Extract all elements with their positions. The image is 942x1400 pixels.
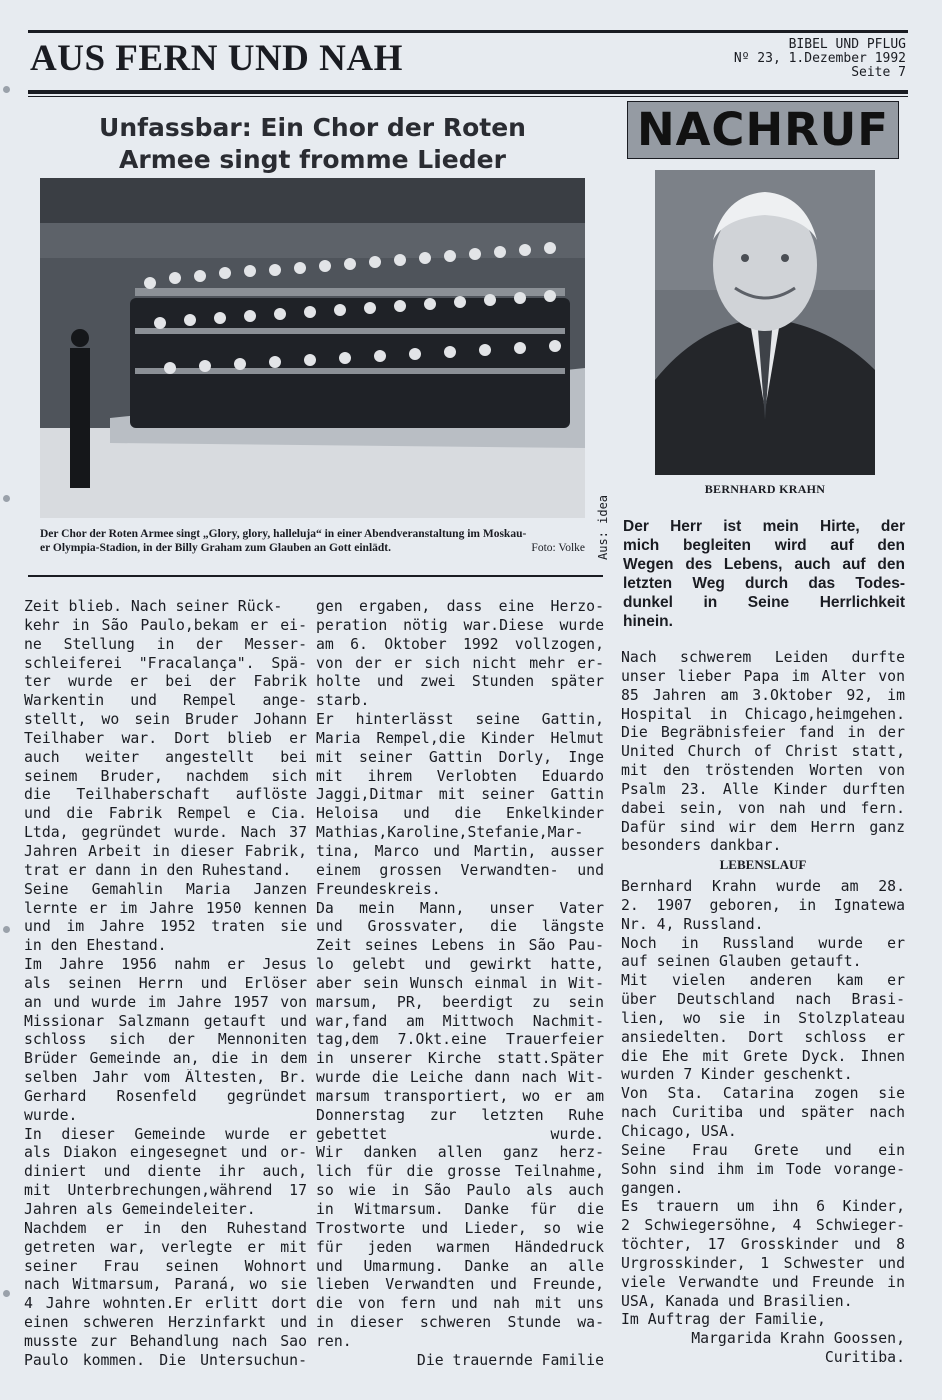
- article-divider: [28, 575, 603, 577]
- text-line: ren.: [316, 1332, 352, 1350]
- text-line: Seine Gemahlin Maria Janzen: [24, 880, 307, 898]
- choir-photo-image: [40, 178, 585, 518]
- masthead-thin-rule: [28, 96, 908, 97]
- text-line: lo gelebt und gewirkt hatte,: [316, 956, 604, 974]
- text-line: lernte er im Jahre 1950 kennen: [24, 899, 307, 917]
- text-line: Missionar Salzmann getauft und: [24, 1012, 307, 1030]
- issue-number-date: Nº 23, 1.Dezember 1992: [733, 51, 906, 66]
- text-line: Psalm 23. Alle Kinder durften: [621, 780, 905, 798]
- source-credit: Aus: idea: [596, 494, 610, 560]
- text-line: United Church of Christ statt,: [621, 743, 905, 761]
- text-line: 4 Jahre wohnten.Er erlitt dort: [24, 1295, 307, 1313]
- text-line: Der Herr ist mein Hirte, der: [623, 518, 905, 535]
- text-line: nach Curitiba und später nach: [621, 1104, 905, 1122]
- text-line: die Teilhaberschaft auflöste: [24, 786, 307, 804]
- text-line: von der er sich nicht mehr er-: [316, 654, 604, 672]
- portrait-image: [655, 170, 875, 475]
- text-line: Hospital in Chicago,heimgehen.: [621, 705, 905, 723]
- text-line: in Witmarsum. Danke für die: [316, 1201, 604, 1218]
- text-line: gangen.: [621, 1179, 684, 1197]
- text-line: gen ergaben, dass eine Herzo-: [316, 598, 604, 615]
- binder-hole-icon: [3, 926, 10, 933]
- text-line: schloss sich der Mennoniten: [24, 1031, 307, 1049]
- text-line: tina, Marco und Martin, ausser: [316, 842, 604, 860]
- text-line: mit ihrem Verlobten Eduardo: [316, 767, 604, 785]
- obituary-column: [621, 649, 905, 856]
- text-line: und die Fabrik Rempel e Cia.: [24, 805, 307, 823]
- text-line: dabei sein, von nah und fern.: [621, 799, 905, 817]
- text-line: Mathias,Karoline,Stefanie,Mar-: [316, 824, 584, 842]
- text-line: seiner Frau seinen Wohnort: [24, 1257, 307, 1275]
- text-line: lich für die grosse Teilnahme,: [316, 1163, 604, 1181]
- section-heading: NACHRUF: [627, 101, 899, 159]
- text-line: war,fand am Mittwoch Nachmit-: [316, 1012, 604, 1030]
- headline-line: Unfassbar: Ein Chor der Roten: [99, 113, 526, 142]
- binder-hole-icon: [3, 86, 10, 93]
- text-line: ansiedelten. Dort schloss er: [621, 1028, 905, 1046]
- text-line: Zeit blieb. Nach seiner Rück-: [24, 598, 283, 615]
- text-line: In dieser Gemeinde wurde er: [24, 1125, 307, 1143]
- text-line: wurde.: [24, 1106, 78, 1124]
- text-line: Maria Rempel,die Kinder Helmut: [316, 729, 604, 747]
- text-line: Heloisa und die Enkelkinder: [316, 805, 604, 823]
- text-line: und im Jahre 1952 traten sie: [24, 918, 307, 936]
- text-line: peration nötig war.Diese wurde: [316, 616, 604, 634]
- text-line: Jaggi,Ditmar mit seiner Gattin: [316, 786, 604, 804]
- text-line: Freundeskreis.: [316, 880, 441, 898]
- text-line: unser lieber Papa im Alter von: [621, 667, 905, 685]
- text-line: Wegen des Lebens, auch auf den: [623, 556, 905, 573]
- text-line: Brüder Gemeinde an, die in dem: [24, 1050, 307, 1068]
- text-line: Jahren Arbeit in dieser Fabrik,: [24, 842, 307, 860]
- article-column-1: [24, 598, 307, 1371]
- text-line: Sohn sind ihm im Tode vorange-: [621, 1160, 905, 1178]
- text-line: Er hinterlässt seine Gattin,: [316, 711, 604, 729]
- text-line: Margarida Krahn Goossen,: [691, 1330, 905, 1348]
- article-headline: [40, 112, 585, 176]
- text-line: mich begleiten wird auf den: [623, 537, 905, 554]
- text-line: Curitiba.: [824, 1349, 905, 1367]
- text-line: lien, wo sie in Stolzplateau: [621, 1009, 905, 1027]
- text-line: wurde die Leiche dann nach Wit-: [316, 1069, 604, 1087]
- headline-line: Armee singt fromme Lieder: [119, 145, 506, 174]
- text-line: ne Stellung in der Messer-: [24, 635, 307, 653]
- text-line: Trostworte und Lieder, so wie: [316, 1219, 604, 1237]
- text-line: als seinen Herrn und Erlöser: [24, 974, 307, 992]
- text-line: als Diakon eingesegnet und or-: [24, 1144, 307, 1162]
- psalm-verse: [623, 517, 905, 631]
- text-line: Zeit seines Lebens in São Pau-: [316, 937, 604, 955]
- text-line: Teilhaber war. Dort blieb er: [24, 729, 307, 747]
- text-line: USA, Kanada und Brasilien.: [621, 1292, 853, 1310]
- text-line: gebettet wurde.: [316, 1125, 604, 1143]
- text-line: tag,dem 7.Okt.eine Trauerfeier: [316, 1031, 604, 1049]
- masthead-title: AUS FERN UND NAH: [30, 38, 403, 79]
- text-line: aber sein Wunsch einmal in Wit-: [316, 974, 604, 992]
- text-line: töchter, 17 Grosskinder und 8: [621, 1236, 905, 1254]
- text-line: und Umarmung. Danke an alle: [316, 1257, 604, 1275]
- text-line: mit Unterbrechungen,während 17: [24, 1182, 307, 1200]
- text-line: Nach schwerem Leiden durfte: [621, 649, 905, 666]
- text-line: holte und zwei Stunden später: [316, 673, 604, 691]
- cv-column: [621, 878, 905, 1368]
- photo-caption: [40, 527, 585, 555]
- photo-credit: Foto: Volke: [531, 542, 585, 554]
- text-line: besonders dankbar.: [621, 837, 782, 855]
- text-line: in dieser schweren Stunde wa-: [316, 1314, 604, 1332]
- text-line: lieben Verwandten und Freunde,: [316, 1276, 604, 1294]
- binder-hole-icon: [3, 495, 10, 502]
- text-line: Paulo kommen. Die Untersuchun-: [24, 1351, 307, 1369]
- text-line: Wir danken allen ganz herz-: [316, 1144, 604, 1162]
- text-line: Nachdem er in den Ruhestand: [24, 1219, 307, 1237]
- text-line: mit den tröstenden Worten von: [621, 762, 905, 780]
- choir-photo: [40, 178, 585, 518]
- text-line: Nr. 4, Russland.: [621, 915, 764, 933]
- text-line: marsum, PR, beerdigt zu sein: [316, 993, 604, 1011]
- text-line: hinein.: [623, 613, 673, 630]
- text-line: Bernhard Krahn wurde am 28.: [621, 878, 905, 895]
- text-line: über Deutschland nach Brasi-: [621, 991, 905, 1009]
- text-line: schleiferei "Fracalança". Spä-: [24, 654, 307, 672]
- text-line: starb.: [316, 692, 370, 710]
- text-line: 85 Jahren am 3.Oktober 92, im: [621, 686, 905, 704]
- page-number: Seite 7: [851, 65, 906, 80]
- text-line: getreten war, verlegte er mit: [24, 1238, 307, 1256]
- text-line: in unserer Kirche statt.Später: [316, 1050, 604, 1068]
- text-line: letzten Weg durch das Todes-: [623, 575, 905, 592]
- text-line: Warkentin und Rempel ange-: [24, 692, 307, 710]
- text-line: auch weiter angestellt bei: [24, 748, 307, 766]
- text-line: für jeden warmen Händedruck: [316, 1238, 604, 1256]
- text-line: seinem Bruder, nachdem sich: [24, 767, 307, 785]
- text-line: 2. 1907 geboren, in Ignatewa: [621, 896, 905, 914]
- text-line: Die Begräbnisfeier fand in der: [621, 724, 905, 742]
- text-line: Seine Frau Grete und ein: [621, 1141, 905, 1159]
- text-line: dunkel in Seine Herrlichkeit: [623, 594, 905, 611]
- text-line: 2 Schwiegersöhne, 4 Schwieger-: [621, 1217, 905, 1235]
- text-line: Ltda, gegründet wurde. Nach 37: [24, 824, 307, 842]
- portrait-photo: [655, 170, 875, 475]
- text-line: die von fern und nah mit uns: [316, 1295, 604, 1313]
- text-line: kehr in São Paulo,bekam er ei-: [24, 616, 307, 634]
- text-line: stellt, wo sein Bruder Johann: [24, 711, 307, 729]
- publication-name: BIBEL UND PFLUG: [788, 37, 906, 52]
- text-line: musste zur Behandlung nach Sao: [24, 1332, 307, 1350]
- masthead-bottom-rule: [28, 90, 908, 94]
- text-line: Von Sta. Catarina zogen sie: [621, 1085, 905, 1103]
- text-line: Im Auftrag der Familie,: [621, 1311, 826, 1329]
- text-line: so wie in São Paulo als auch: [316, 1182, 604, 1200]
- text-line: wurden 7 Kinder geschenkt.: [621, 1066, 853, 1084]
- text-line: an und wurde im Jahre 1957 von: [24, 993, 307, 1011]
- text-line: Donnerstag zur letzten Ruhe: [316, 1106, 604, 1124]
- text-line: die Ehe mit Grete Dyck. Ihnen: [621, 1047, 905, 1065]
- article-column-2: [316, 598, 604, 1371]
- text-line: Mit vielen anderen kam er: [621, 972, 905, 990]
- text-line: Es trauern um ihn 6 Kinder,: [621, 1198, 905, 1216]
- text-line: viele Verwandte und Freunde in: [621, 1273, 905, 1291]
- text-line: am 6. Oktober 1992 vollzogen,: [316, 635, 604, 653]
- text-line: selben Jahr vom Ältesten, Br.: [24, 1069, 307, 1087]
- text-line: und Grossvater, die längste: [316, 918, 604, 936]
- text-line: Gerhard Rosenfeld gegründet: [24, 1087, 307, 1105]
- text-line: Im Jahre 1956 nahm er Jesus: [24, 956, 307, 974]
- text-line: Chicago, USA.: [621, 1122, 737, 1140]
- text-line: in den Ehestand.: [24, 937, 167, 955]
- text-line: ter wurde er bei der Fabrik: [24, 673, 307, 691]
- text-line: Noch in Russland wurde er: [621, 934, 905, 952]
- issue-info: [666, 38, 906, 80]
- masthead-top-rule: [28, 30, 908, 33]
- text-line: mit seiner Gattin Dorly, Inge: [316, 748, 604, 766]
- binder-hole-icon: [3, 1290, 10, 1297]
- caption-line: er Olympia-Stadion, in der Billy Graham zum Glauben an Gott einlädt.: [40, 542, 391, 554]
- text-line: Die trauernde Familie: [416, 1351, 604, 1369]
- portrait-caption: BERNHARD KRAHN: [704, 482, 826, 496]
- text-line: auf seinen Glauben getauft.: [621, 953, 862, 971]
- text-line: einen schweren Herzinfarkt und: [24, 1314, 307, 1332]
- text-line: Da mein Mann, unser Vater: [316, 899, 604, 917]
- text-line: einem grossen Verwandten- und: [316, 861, 604, 879]
- text-line: Jahren als Gemeindeleiter.: [24, 1201, 256, 1218]
- text-line: diniert und diente ihr auch,: [24, 1163, 307, 1181]
- text-line: nach Witmarsum, Paraná, wo sie: [24, 1276, 307, 1294]
- text-line: trat er dann in den Ruhestand.: [24, 861, 292, 879]
- caption-line: Der Chor der Roten Armee singt „Glory, glory, halleluja“ in einer Abendveranstaltung im Moskau-: [40, 528, 527, 540]
- text-line: Urgrosskinder, 1 Schwester und: [621, 1254, 905, 1272]
- text-line: Dafür sind wir dem Herrn ganz: [621, 818, 905, 836]
- section-subheading: LEBENSLAUF: [719, 857, 807, 872]
- text-line: marsum transportiert, wo er am: [316, 1087, 604, 1105]
